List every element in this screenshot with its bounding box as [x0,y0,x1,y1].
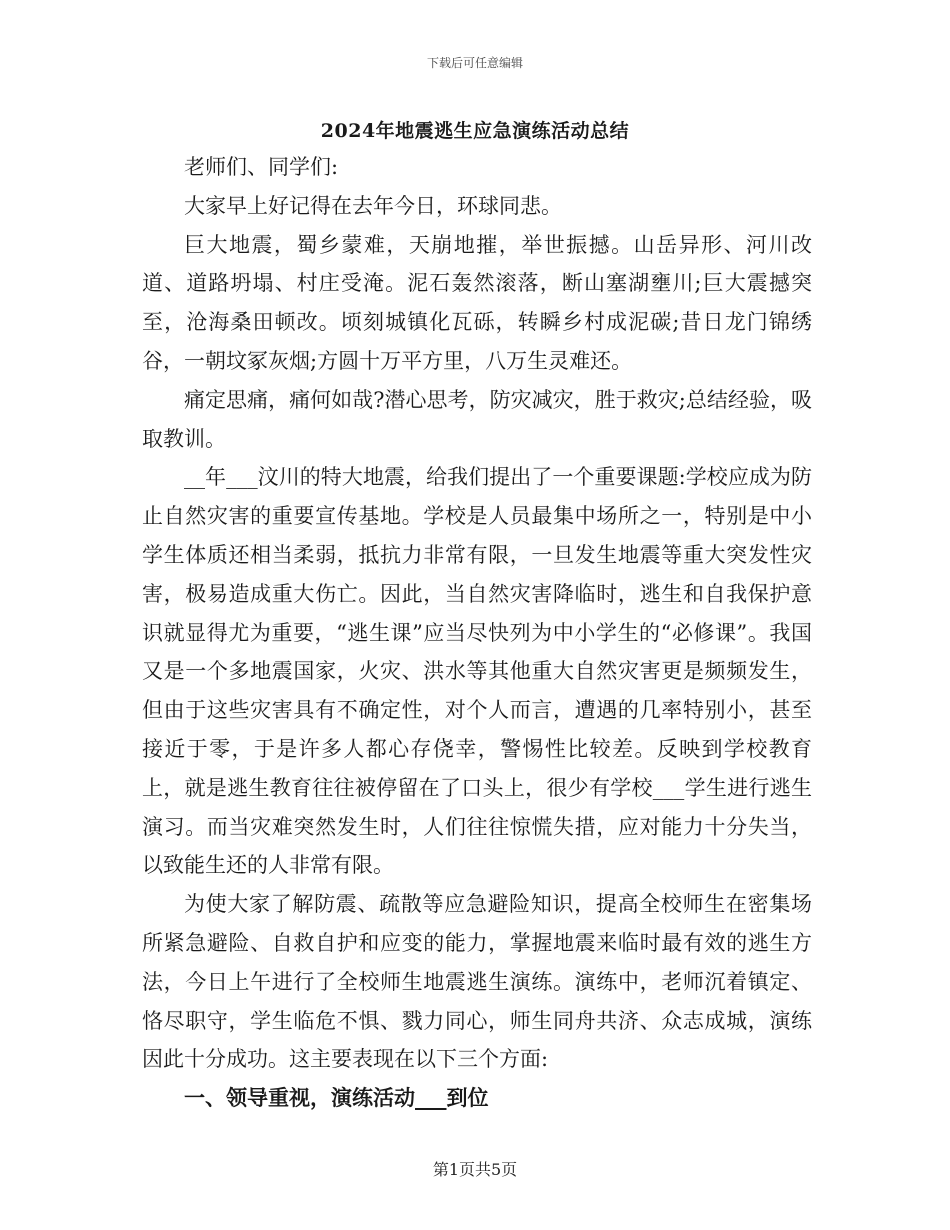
paragraph-greeting: 老师们、同学们: [184,155,339,179]
paragraph-reflection: 痛定思痛，痛何如哉?潜心思考，防灾减灾，胜于救灾;总结经验，吸取教训。 [142,387,812,451]
page-footer: 第1页共5页 [432,1160,518,1179]
header-note: 下载后可任意编辑 [426,56,523,70]
paragraph-opening: 大家早上好记得在去年今日，环球同悲。 [184,193,562,218]
section-heading: 一、领导重视，演练活动___到位 [184,1085,489,1111]
paragraph-drill-summary: 为使大家了解防震、疏散等应急避险知识，提高全校师生在密集场所紧急避险、自救自护和应变的能力，掌握地震来临时最有效的逃生方法，今日上午进行了全校师生地震逃生演练。演练中，老师沉着镇定、恪尽职守，学生临危不惧、戮力同心，师生同舟共济、众志成城，演练因此十分成功。这主要表现在以下三个方面: [142,892,812,1072]
document-title: 2024年地震逃生应急演练活动总结 [320,120,630,142]
paragraph-earthquake: 巨大地震，蜀乡蒙难，天崩地摧，举世振撼。山岳异形、河川改道、道路坍塌、村庄受淹。泥石轰然滚落，断山塞湖壅川;巨大震撼突至，沧海桑田顿改。顷刻城镇化瓦砾，转瞬乡村成泥碳;昔日龙门锦绣谷，一朝坟冢灰烟;方圆十万平方里，八万生灵难还。 [142,232,812,373]
paragraph-school-education: __年___汶川的特大地震，给我们提出了一个重要课题:学校应成为防止自然灾害的重要宣传基地。学校是人员最集中场所之一，特别是中小学生体质还相当柔弱，抵抗力非常有限，一旦发生地震等重大突发性灾害，极易造成重大伤亡。因此，当自然灾害降临时，逃生和自我保护意识就显得尤为重要，“逃生课”应当尽快列为中小学生的“必修课”。我国又是一个多地震国家，火灾、洪水等其他重大自然灾害更是频频发生，但由于这些灾害具有不确定性，对个人而言，遭遇的几率特别小，甚至接近于零，于是许多人都心存侥幸，警惕性比较差。反映到学校教育上，就是逃生教育往往被停留在了口头上，很少有学校___学生进行逃生演习。而当灾难突然发生时，人们往往惊慌失措，应对能力十分失当，以致能生还的人非常有限。 [142,465,812,878]
document-body [142,148,812,1118]
